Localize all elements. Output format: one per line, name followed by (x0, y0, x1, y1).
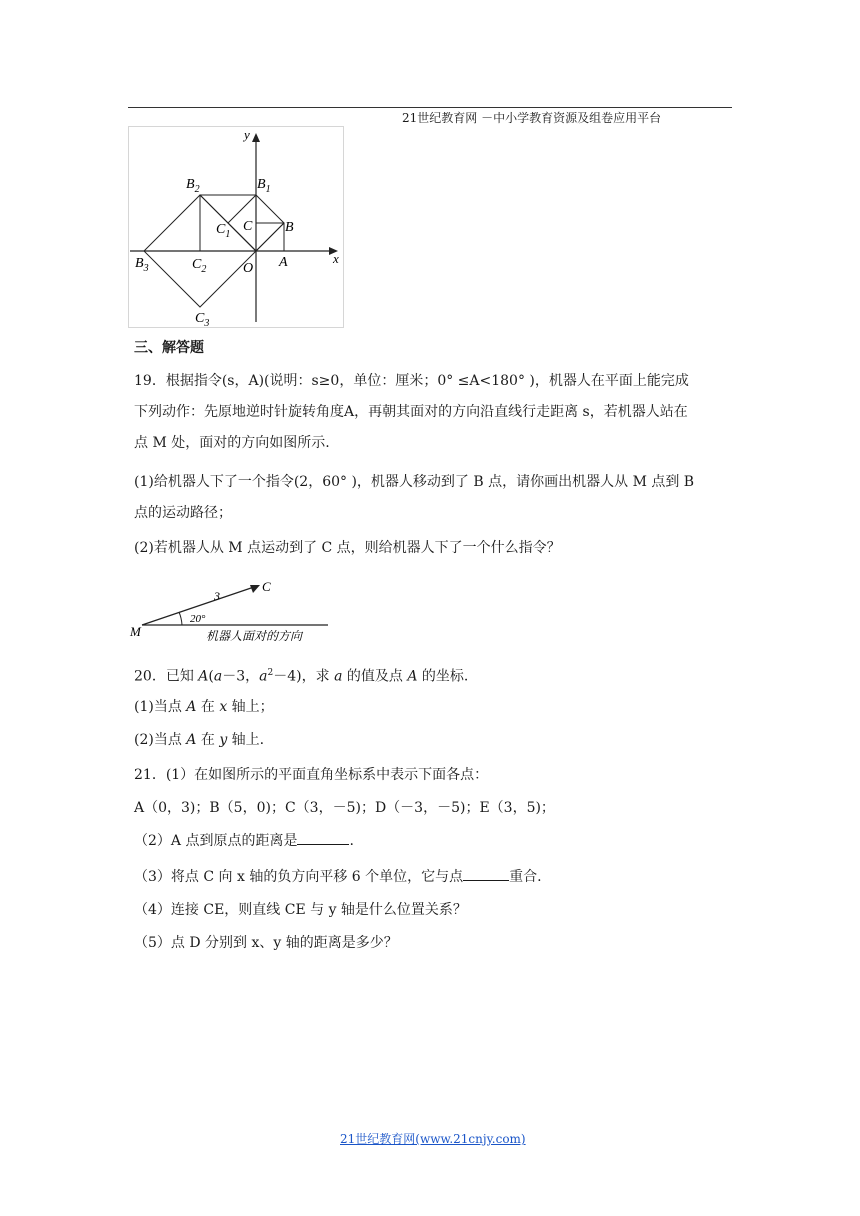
label-x: x (333, 251, 339, 266)
q19-part1-line1: (1)给机器人下了一个指令(2，60° )，机器人移动到了 B 点，请你画出机器人从 M 点到 B (134, 474, 695, 490)
label-o: O (243, 261, 254, 276)
answer-blank (463, 866, 509, 881)
label-m: M (130, 624, 141, 639)
q21-line1: 21．(1）在如图所示的平面直角坐标系中表示下面各点： (134, 767, 489, 783)
section-title: 三、解答题 (134, 340, 204, 356)
y-axis-arrow (252, 133, 260, 142)
label-length: 3 (214, 589, 220, 603)
header-rule (128, 107, 732, 108)
angle-arc (179, 612, 182, 625)
q21-part2: （2）A 点到原点的距离是 . (134, 830, 354, 851)
label-b1: $B_1$ (257, 177, 271, 195)
q20-part2: (2)当点 A 在 y 轴上. (134, 732, 265, 748)
label-angle: 20° (190, 613, 206, 625)
figure-frame (129, 127, 344, 328)
label-a: A (279, 255, 288, 270)
q20-stem: 20．已知 A(a－3，$a^2-4$)，求 a 的值及点 A 的坐标. (134, 668, 469, 685)
q19-line2: 下列动作：先原地逆时针旋转角度A，再朝其面对的方向沿直线行走距离 s，若机器人站在 (134, 404, 688, 420)
q21-part4: （4）连接 CE，则直线 CE 与 y 轴是什么位置关系？ (134, 902, 467, 918)
q19-part1-line2: 点的运动路径； (134, 505, 232, 521)
path-arrow (250, 585, 260, 593)
header-text: 21世纪教育网 －中小学教育资源及组卷应用平台 (402, 111, 662, 125)
footer-link[interactable]: 21世纪教育网(www.21cnjy.com) (340, 1132, 526, 1146)
label-b: B (285, 220, 294, 235)
q21-points: A（0，3)；B（5，0)；C（3，－5)；D（－3，－5)；E（3，5)； (134, 800, 555, 816)
label-b3: $B_3$ (135, 256, 149, 274)
label-facing: 机器人面对的方向 (206, 629, 303, 643)
coordinate-figure (128, 126, 344, 328)
robot-direction-figure (128, 574, 348, 646)
q21-part3: （3）将点 C 向 x 轴的负方向平移 6 个单位，它与点 重合. (134, 866, 542, 887)
q20-part1: (1)当点 A 在 x 轴上； (134, 699, 274, 715)
label-c: C (262, 579, 271, 594)
q19-part2: (2)若机器人从 M 点运动到了 C 点，则给机器人下了一个什么指令？ (134, 540, 561, 556)
label-c2: $C_2$ (192, 257, 207, 275)
label-c1: $C_1$ (216, 222, 231, 240)
label-y: y (244, 127, 250, 142)
q19-line1: 19．根据指令(s，A)(说明：s≥0，单位：厘米；0° ≤A<180° )，机器人在平面上能完成 (134, 373, 689, 389)
q19-line3: 点 M 处，面对的方向如图所示. (134, 435, 330, 451)
answer-blank (297, 830, 349, 845)
label-b2: $B_2$ (186, 177, 200, 195)
q21-part5: （5）点 D 分别到 x、y 轴的距离是多少？ (134, 935, 398, 951)
label-c: C (243, 219, 253, 234)
label-c3: $C_3$ (195, 311, 210, 328)
